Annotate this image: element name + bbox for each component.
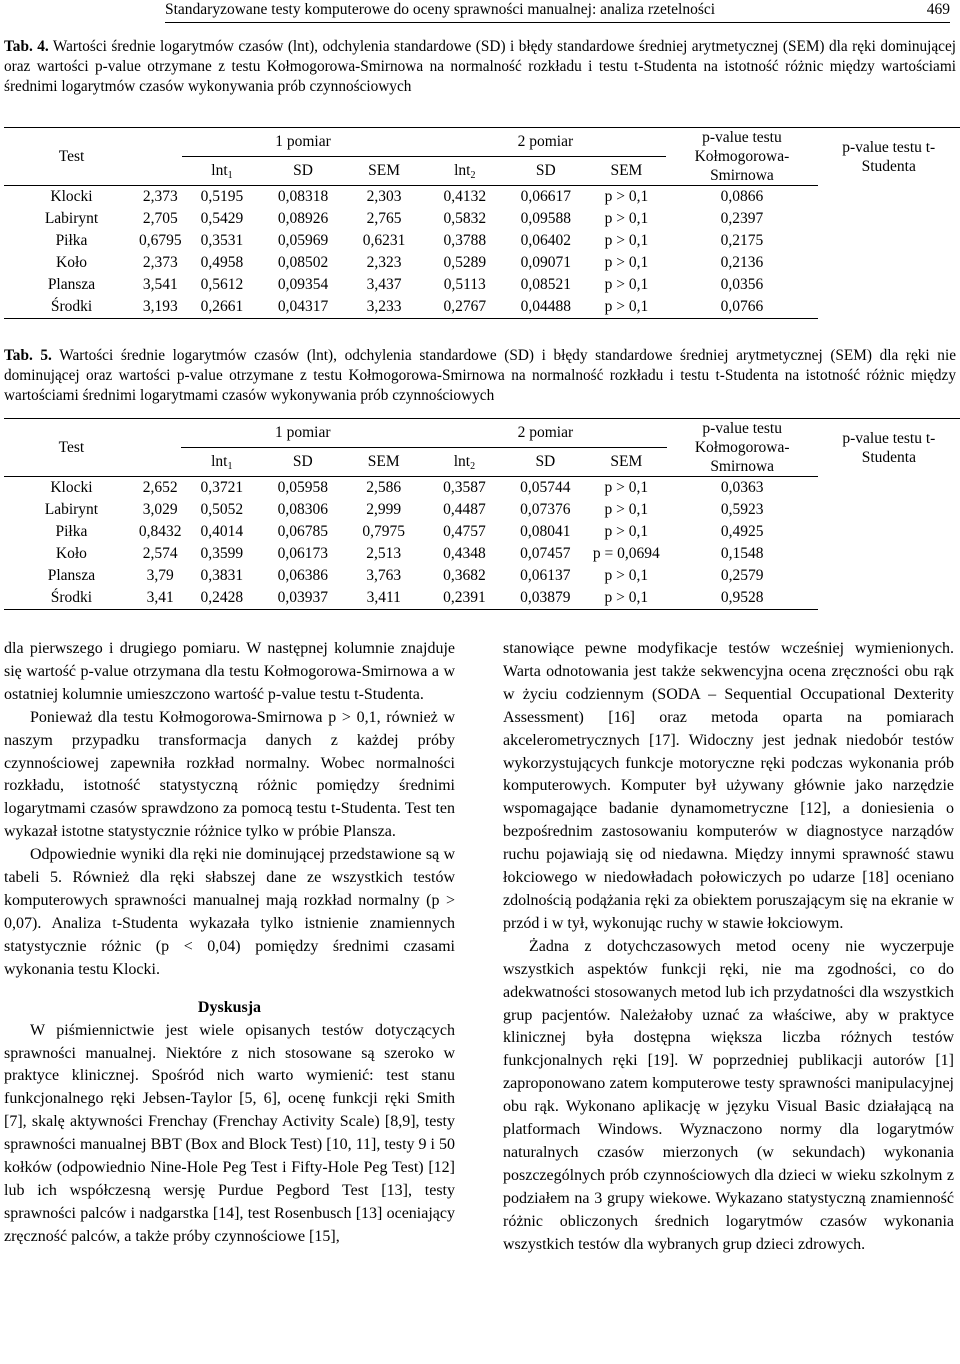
row-label: Koło <box>56 254 87 271</box>
table-cell: 2,765 <box>366 210 402 227</box>
row-label: Środki <box>4 587 139 610</box>
table-cell: 3,437 <box>366 276 402 293</box>
row-label: Plansza <box>47 567 96 584</box>
table-cell: 0,5923 <box>720 501 764 518</box>
table-cell: 0,4757 <box>443 523 486 540</box>
table-cell: 0,7975 <box>362 523 406 540</box>
table-cell: p > 0,1 <box>604 254 649 271</box>
running-title: Standaryzowane testy komputerowe do oceny sprawności manualnej: analiza rzetelności <box>165 1 716 18</box>
table-cell: 0,6795 <box>139 232 182 249</box>
table-cell: 0,3831 <box>200 567 244 584</box>
table-cell: 2,574 <box>142 545 178 562</box>
table-cell: 3,763 <box>366 567 402 584</box>
table-cell: 3,233 <box>344 296 425 319</box>
paragraph: Ponieważ dla testu Kołmogorowa-Smirnowa p > 0,1, również w naszym przypadku transformacja danych z każdej próby czynnościowej zapewniła rozkład normalny. Wobec normalności rozkładu, istotność statystyczną różnic pomiędzy średnimi logarytmami czasów sprawdzono za pomocą testu t-Studenta. Test ten wykazał istotne statystycznie różnice tylko w próbie Plansza. <box>4 708 455 841</box>
table-cell: 0,9528 <box>667 587 818 610</box>
table4-caption-text: Wartości średnie logarytmów czasów (lnt), odchylenia standardowe (SD) i błędy standardowe średniej arytmetycznej (SEM) dla ręki dominującej oraz wartości p-value otrzymane z testu Kołmogorowa-Smirnowa na normalność rozkładu i testu t-Studenta na istotność różnic między wartościami średnimi logarytmów czasów wykonywania prób czynnościowych <box>4 38 956 95</box>
row-label: Piłka <box>55 232 88 249</box>
table-cell: 0,8432 <box>138 523 182 540</box>
table-cell: 0,09071 <box>520 254 571 271</box>
header-pomiar-2: 2 pomiar <box>424 128 666 157</box>
table-cell: 0,3587 <box>424 477 505 500</box>
table-cell: 0,4348 <box>443 545 486 562</box>
header-ks: p-value testu Kołmogorowa-Smirnowa <box>666 128 817 186</box>
row-label: Klocki <box>4 186 139 209</box>
header-tstudent: p-value testu t-Studenta <box>818 128 960 186</box>
table-cell: 0,2428 <box>181 587 262 610</box>
table5 <box>4 418 960 610</box>
table-cell: 0,1548 <box>720 545 764 562</box>
table-row <box>4 252 960 274</box>
table-cell: p > 0,1 <box>586 296 666 319</box>
table-cell: 0,06617 <box>505 186 586 209</box>
table-cell: 2,323 <box>366 254 402 271</box>
table-cell: 0,5429 <box>200 210 244 227</box>
table-cell: 0,3788 <box>443 232 487 249</box>
table-cell: 0,2136 <box>720 254 764 271</box>
table-cell: 3,411 <box>343 587 424 610</box>
header-lnt2: lnt$_2$ <box>453 453 476 472</box>
table-cell: p > 0,1 <box>604 232 649 249</box>
paragraph: Odpowiednie wyniki dla ręki nie dominującej przedstawione są w tabeli 5. Również dla ręki słabszej dane ze wszystkich testów komputerowych sprawności manualnej mają rozkład normalny (p > 0,07). Analiza t-Studenta wykazała tylko istnienie znamiennych statystycznie różnic (p < 0,04) pomiędzy średnimi czasami wykonania testu Klocki. <box>4 846 455 978</box>
table-cell: 0,3682 <box>443 567 486 584</box>
section-heading: Dyskusja <box>197 998 262 1016</box>
table-row <box>4 543 960 565</box>
table-cell: p > 0,1 <box>604 567 649 584</box>
table4 <box>4 127 960 319</box>
table-cell: 2,373 <box>139 186 182 209</box>
row-label: Plansza <box>47 276 96 293</box>
table-cell: 0,0766 <box>666 296 817 319</box>
table-row <box>4 521 960 543</box>
header-pomiar-1: 1 pomiar <box>181 419 424 448</box>
paragraph: dla pierwszego i drugiego pomiaru. W następnej kolumnie znajduje się wartość p-value otrzymana dla testu Kołmogorowa-Smirnowa a w ostatniej kolumnie umieszczono wartość p-value testu t-Studenta. <box>4 640 455 703</box>
table-cell: 0,06402 <box>520 232 571 249</box>
table-cell: 3,41 <box>139 587 182 610</box>
table-cell: 0,2391 <box>424 587 505 610</box>
table-cell: 0,06173 <box>277 545 328 562</box>
header-sem2: SEM <box>610 453 643 470</box>
table-cell: 2,999 <box>366 501 402 518</box>
table-cell: 0,05744 <box>505 477 586 500</box>
paragraph: Żadna z dotychczasowych metod oceny nie wyczerpuje wszystkich aspektów funkcji ręki, nie ma zgodności, co do adekwatności stosowanych metod lub ich przydatności dla wszystkich grup pacjentów. Należałoby uznać za właściwe, aby w praktyce klinicznej była dostępna większa liczba różnych testów funkcjonalnych ręki [19]. W poprzedniej publikacji autorów [1] zaproponowano zatem komputerowe testy sprawności manipulacyjnej obu rąk. Wykonano aplikację w języku Visual Basic działającą na platformach Windows. Wyznaczono normy dla logarytmów naturalnych czasów mierzonych (w sekundach) wykonania poszczególnych prób czynnościowych dla dzieci w wieku szkolnym z podziałem na 3 grupy wiekowe. Wykazano statystyczną znamienność różnic obliczonych średnich logarytmów czasów wykonania wszystkich testów dla wybranych grup dzieci zdrowych. <box>503 937 954 1253</box>
table-cell: 0,06137 <box>520 567 571 584</box>
table-cell: 0,09588 <box>520 210 571 227</box>
table-cell: 0,4132 <box>424 186 505 209</box>
table-cell: 0,08306 <box>277 501 328 518</box>
table-row <box>4 208 960 230</box>
header-sd2: SD <box>535 162 556 179</box>
running-header <box>165 0 950 23</box>
table-row <box>4 296 960 319</box>
table-cell: 0,5113 <box>443 276 486 293</box>
table-row <box>4 499 960 521</box>
table-cell: 0,04317 <box>262 296 343 319</box>
table-cell: 0,2661 <box>182 296 263 319</box>
paragraph: stanowiące pewne modyfikacje testów wcześniej wymienionych. Warta odnotowania jest także sekwencyjna ocena zręczności obu rąk w życiu codziennym (SODA – Sequential Occupational Dexterity Assessment) [16] oraz metoda oparta na pomiarach akcelerometrycznych [17]. Widoczny jest jednak niedobór testów wykorzystujących funkcje motoryczne ręki podczas wykonania prób komputerowych. Komputer był używany głównie jako narzędzie wspomagające badanie dynamometryczne [12], a doniesienia o bezpośrednim zastosowaniu komputerów w diagnostyce narządów ruchu pojawiają się od niedawna. Między innymi sprawność stawu łokciowego w niedowładach połowiczych po udarze [18] oceniano zdolnością podążania ręki za obiektem poruszającym się na ekranie w przód i w tył, wykonując ruchy w stawie łokciowym. <box>503 640 954 932</box>
page-number: 469 <box>926 1 950 18</box>
table-cell: 3,029 <box>142 501 178 518</box>
table-cell: 0,04488 <box>505 296 586 319</box>
header-sem2: SEM <box>610 162 643 179</box>
header-tstudent: p-value testu t-Studenta <box>818 419 960 477</box>
header-sem1: SEM <box>368 162 400 179</box>
paragraph: W piśmiennictwie jest wiele opisanych testów dotyczących sprawności manualnej. Niektóre z nich stosowane są szeroko w praktyce klinicznej. Spośród nich warto wymienić: test stanu funkcjonalnego ręki Jebsen-Taylor [5, 6], ocenę funkcji ręki Smith [7], skalę aktywności Frenchay (Frenchay Activity Scale) [8,9], testy sprawności manualnej BBT (Box and Block Test) [10, 11], testy 9 i 50 kołków (odpowiednio Nine-Hole Peg Test i Fifty-Hole Peg Test) [12] lub ich współczesną wersję Purdue Pegbord Test [13], testy sprawności palców i nadgarstka [14], test Rosenbusch [13] oceniający zręczność palców, a także próby czynnościowe [15], <box>4 1021 455 1245</box>
table-cell: 3,79 <box>146 567 174 584</box>
table-cell: 2,586 <box>343 477 424 500</box>
table-cell: 0,06386 <box>277 567 328 584</box>
table-cell: 0,2397 <box>720 210 764 227</box>
table-cell: 0,5195 <box>182 186 263 209</box>
table-cell: p > 0,1 <box>586 587 667 610</box>
header-lnt1: lnt$_1$ <box>211 162 233 181</box>
header-sd2: SD <box>535 453 556 470</box>
table-row <box>4 587 960 610</box>
table-cell: 0,4958 <box>200 254 244 271</box>
table-cell: 0,06785 <box>277 523 328 540</box>
table-cell: p > 0,1 <box>604 501 649 518</box>
table-cell: 0,3721 <box>181 477 262 500</box>
header-lnt2: lnt$_2$ <box>454 162 476 181</box>
table-cell: p > 0,1 <box>586 477 667 500</box>
table-cell: p > 0,1 <box>604 523 649 540</box>
header-sem1: SEM <box>367 453 400 470</box>
table4-label: Tab. 4. <box>4 38 49 55</box>
table-cell: 0,0363 <box>667 477 818 500</box>
table-cell: p = 0,0694 <box>592 545 660 562</box>
header-sd1: SD <box>292 453 313 470</box>
table-cell: 0,0866 <box>666 186 817 209</box>
table-cell: 0,3531 <box>200 232 244 249</box>
header-test: Test <box>4 419 139 477</box>
table-cell: 2,513 <box>366 545 402 562</box>
table-cell: p > 0,1 <box>604 276 649 293</box>
table-cell: 0,08041 <box>520 523 571 540</box>
row-label: Środki <box>4 296 139 319</box>
table4-caption <box>4 37 956 97</box>
table-cell: 0,5612 <box>200 276 244 293</box>
table-cell: 3,193 <box>139 296 182 319</box>
table-cell: 0,03937 <box>262 587 343 610</box>
table-cell: 0,08502 <box>277 254 329 271</box>
table-cell: 3,541 <box>142 276 178 293</box>
table-cell: 0,07376 <box>520 501 571 518</box>
table-cell: 2,373 <box>142 254 178 271</box>
table-cell: 0,2767 <box>424 296 505 319</box>
table-cell: 0,08521 <box>520 276 571 293</box>
header-test: Test <box>4 128 139 186</box>
table-cell: 2,705 <box>142 210 178 227</box>
table-row <box>4 230 960 252</box>
table-cell: 2,652 <box>139 477 182 500</box>
table-cell: 0,0356 <box>720 276 764 293</box>
table-cell: 0,4014 <box>200 523 244 540</box>
table-cell: 0,3599 <box>200 545 244 562</box>
header-pomiar-2: 2 pomiar <box>424 419 667 448</box>
table-cell: 0,5052 <box>200 501 244 518</box>
table5-label: Tab. 5. <box>4 347 52 364</box>
table-cell: 0,03879 <box>505 587 586 610</box>
body-column-right <box>503 638 954 1256</box>
table-cell: 0,05969 <box>277 232 329 249</box>
table-cell: 0,09354 <box>277 276 329 293</box>
row-label: Piłka <box>55 523 88 540</box>
table-cell: p > 0,1 <box>586 186 666 209</box>
table-cell: 0,08318 <box>262 186 343 209</box>
table-row <box>4 565 960 587</box>
table-cell: 0,4925 <box>720 523 764 540</box>
header-pomiar-1: 1 pomiar <box>182 128 425 157</box>
table-cell: 0,5832 <box>443 210 487 227</box>
table-cell: 0,07457 <box>520 545 571 562</box>
table-row <box>4 186 960 209</box>
row-label: Klocki <box>4 477 139 500</box>
table-cell: 0,08926 <box>277 210 329 227</box>
row-label: Koło <box>55 545 87 562</box>
table-row <box>4 274 960 296</box>
table-cell: 0,2579 <box>720 567 764 584</box>
table5-caption-text: Wartości średnie logarytmów czasów (lnt), odchylenia standardowe (SD) i błędy standardowe średniej arytmetycznej (SEM) dla ręki nie dominującej oraz wartości p-value otrzymane z testu Kołmogorowa-Smirnowa na normalność rozkładu i testu t-Studenta na istotność różnic między wartościami średnimi logarytmami czasów wykonywania prób czynnościowych <box>4 347 956 404</box>
table-cell: 0,5289 <box>443 254 487 271</box>
table-cell: 0,4487 <box>443 501 486 518</box>
table-cell: p > 0,1 <box>604 210 649 227</box>
table-row <box>4 477 960 500</box>
table-cell: 0,2175 <box>720 232 764 249</box>
header-lnt1: lnt$_1$ <box>211 453 233 472</box>
row-label: Labirynt <box>44 501 99 518</box>
table-cell: 0,05958 <box>262 477 343 500</box>
header-ks: p-value testu Kołmogorowa-Smirnowa <box>667 419 818 477</box>
row-label: Labirynt <box>44 210 99 227</box>
table5-caption <box>4 346 956 406</box>
body-column-left <box>4 638 455 1249</box>
header-sd1: SD <box>293 162 313 179</box>
table-cell: 2,303 <box>344 186 425 209</box>
table-cell: 0,6231 <box>362 232 406 249</box>
